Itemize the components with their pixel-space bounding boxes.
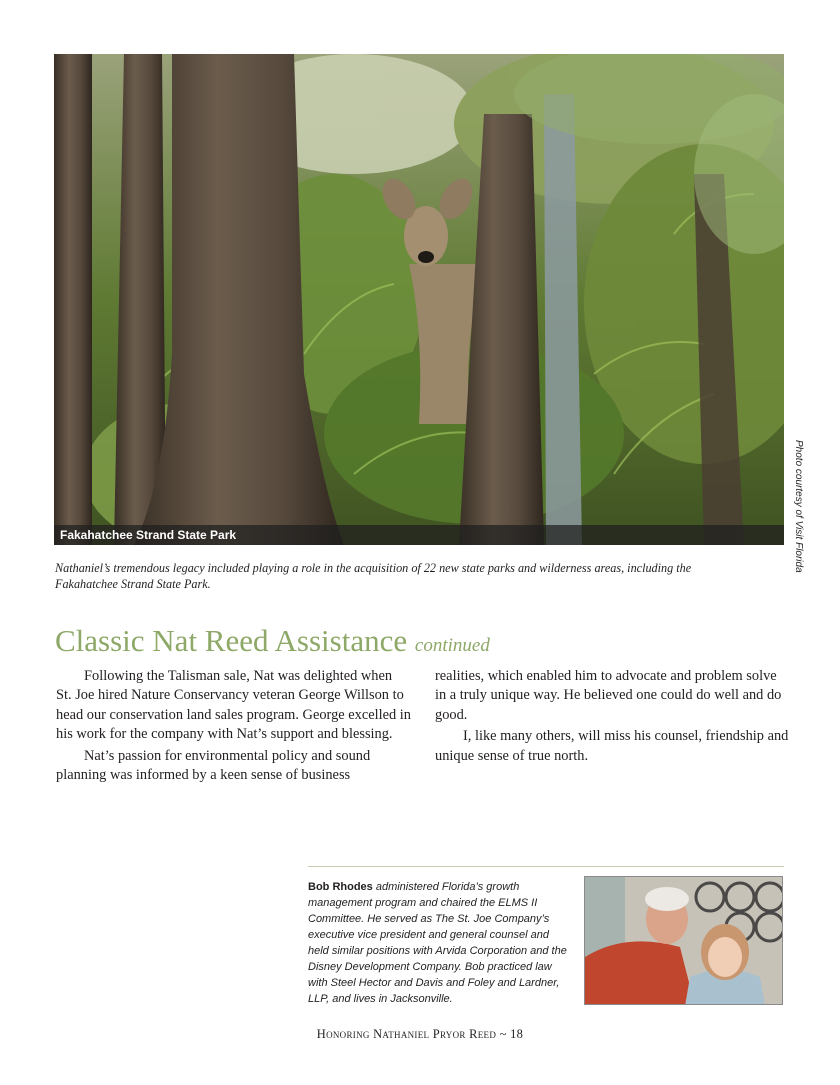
page-number: 18 [510, 1027, 524, 1041]
author-bio [308, 879, 570, 1007]
author-portrait-illustration [585, 877, 783, 1005]
article-column-1 [56, 667, 411, 787]
park-photo [54, 54, 784, 545]
paragraph: realities, which enabled him to advocate and problem solve in a truly unique way. He believed one could do well and do good. [435, 668, 782, 723]
author-photo [584, 876, 783, 1005]
author-name: Bob Rhodes [308, 881, 373, 893]
article-title-suffix: continued [414, 635, 490, 656]
paragraph: I, like many others, will miss his counsel, friendship and unique sense of true north. [435, 728, 789, 764]
article-title: Classic Nat Reed Assistance [55, 623, 408, 658]
paragraph: Nat’s passion for environmental policy and sound planning was informed by a keen sense of business [56, 747, 371, 784]
article-column-2 [435, 667, 790, 768]
photo-caption: Nathaniel’s tremendous legacy included playing a role in the acquisition of 22 new state parks and wilderness areas, including the Fakahatchee Strand State Park. [55, 561, 692, 591]
swamp-deer-illustration [54, 54, 784, 545]
footer-separator: ~ [499, 1027, 507, 1041]
photo-label: Fakahatchee Strand State Park [54, 525, 784, 545]
paragraph: Following the Talisman sale, Nat was delighted when St. Joe hired Nature Conservancy veteran George Willson to head our conservation land sales program. George excelled in his work for the company with Nat’s support and blessing. [56, 668, 411, 743]
author-bio-text: administered Florida’s growth management program and chaired the ELMS II Committee. He served as The St. Joe Company’s executive vice president and general counsel and held similar positions with Arvida Corporation and the Disney Development Company. Bob practiced law with Steel Hector and Davis and Foley and Lardner, LLP, and lives in Jacksonville. [308, 881, 567, 1005]
divider [308, 866, 784, 867]
footer-title: Honoring Nathaniel Pryor Reed [316, 1027, 497, 1041]
article-heading [55, 623, 490, 664]
page-footer [0, 1027, 840, 1042]
photo-credit: Photo courtesy of Visit Florida [793, 440, 804, 573]
